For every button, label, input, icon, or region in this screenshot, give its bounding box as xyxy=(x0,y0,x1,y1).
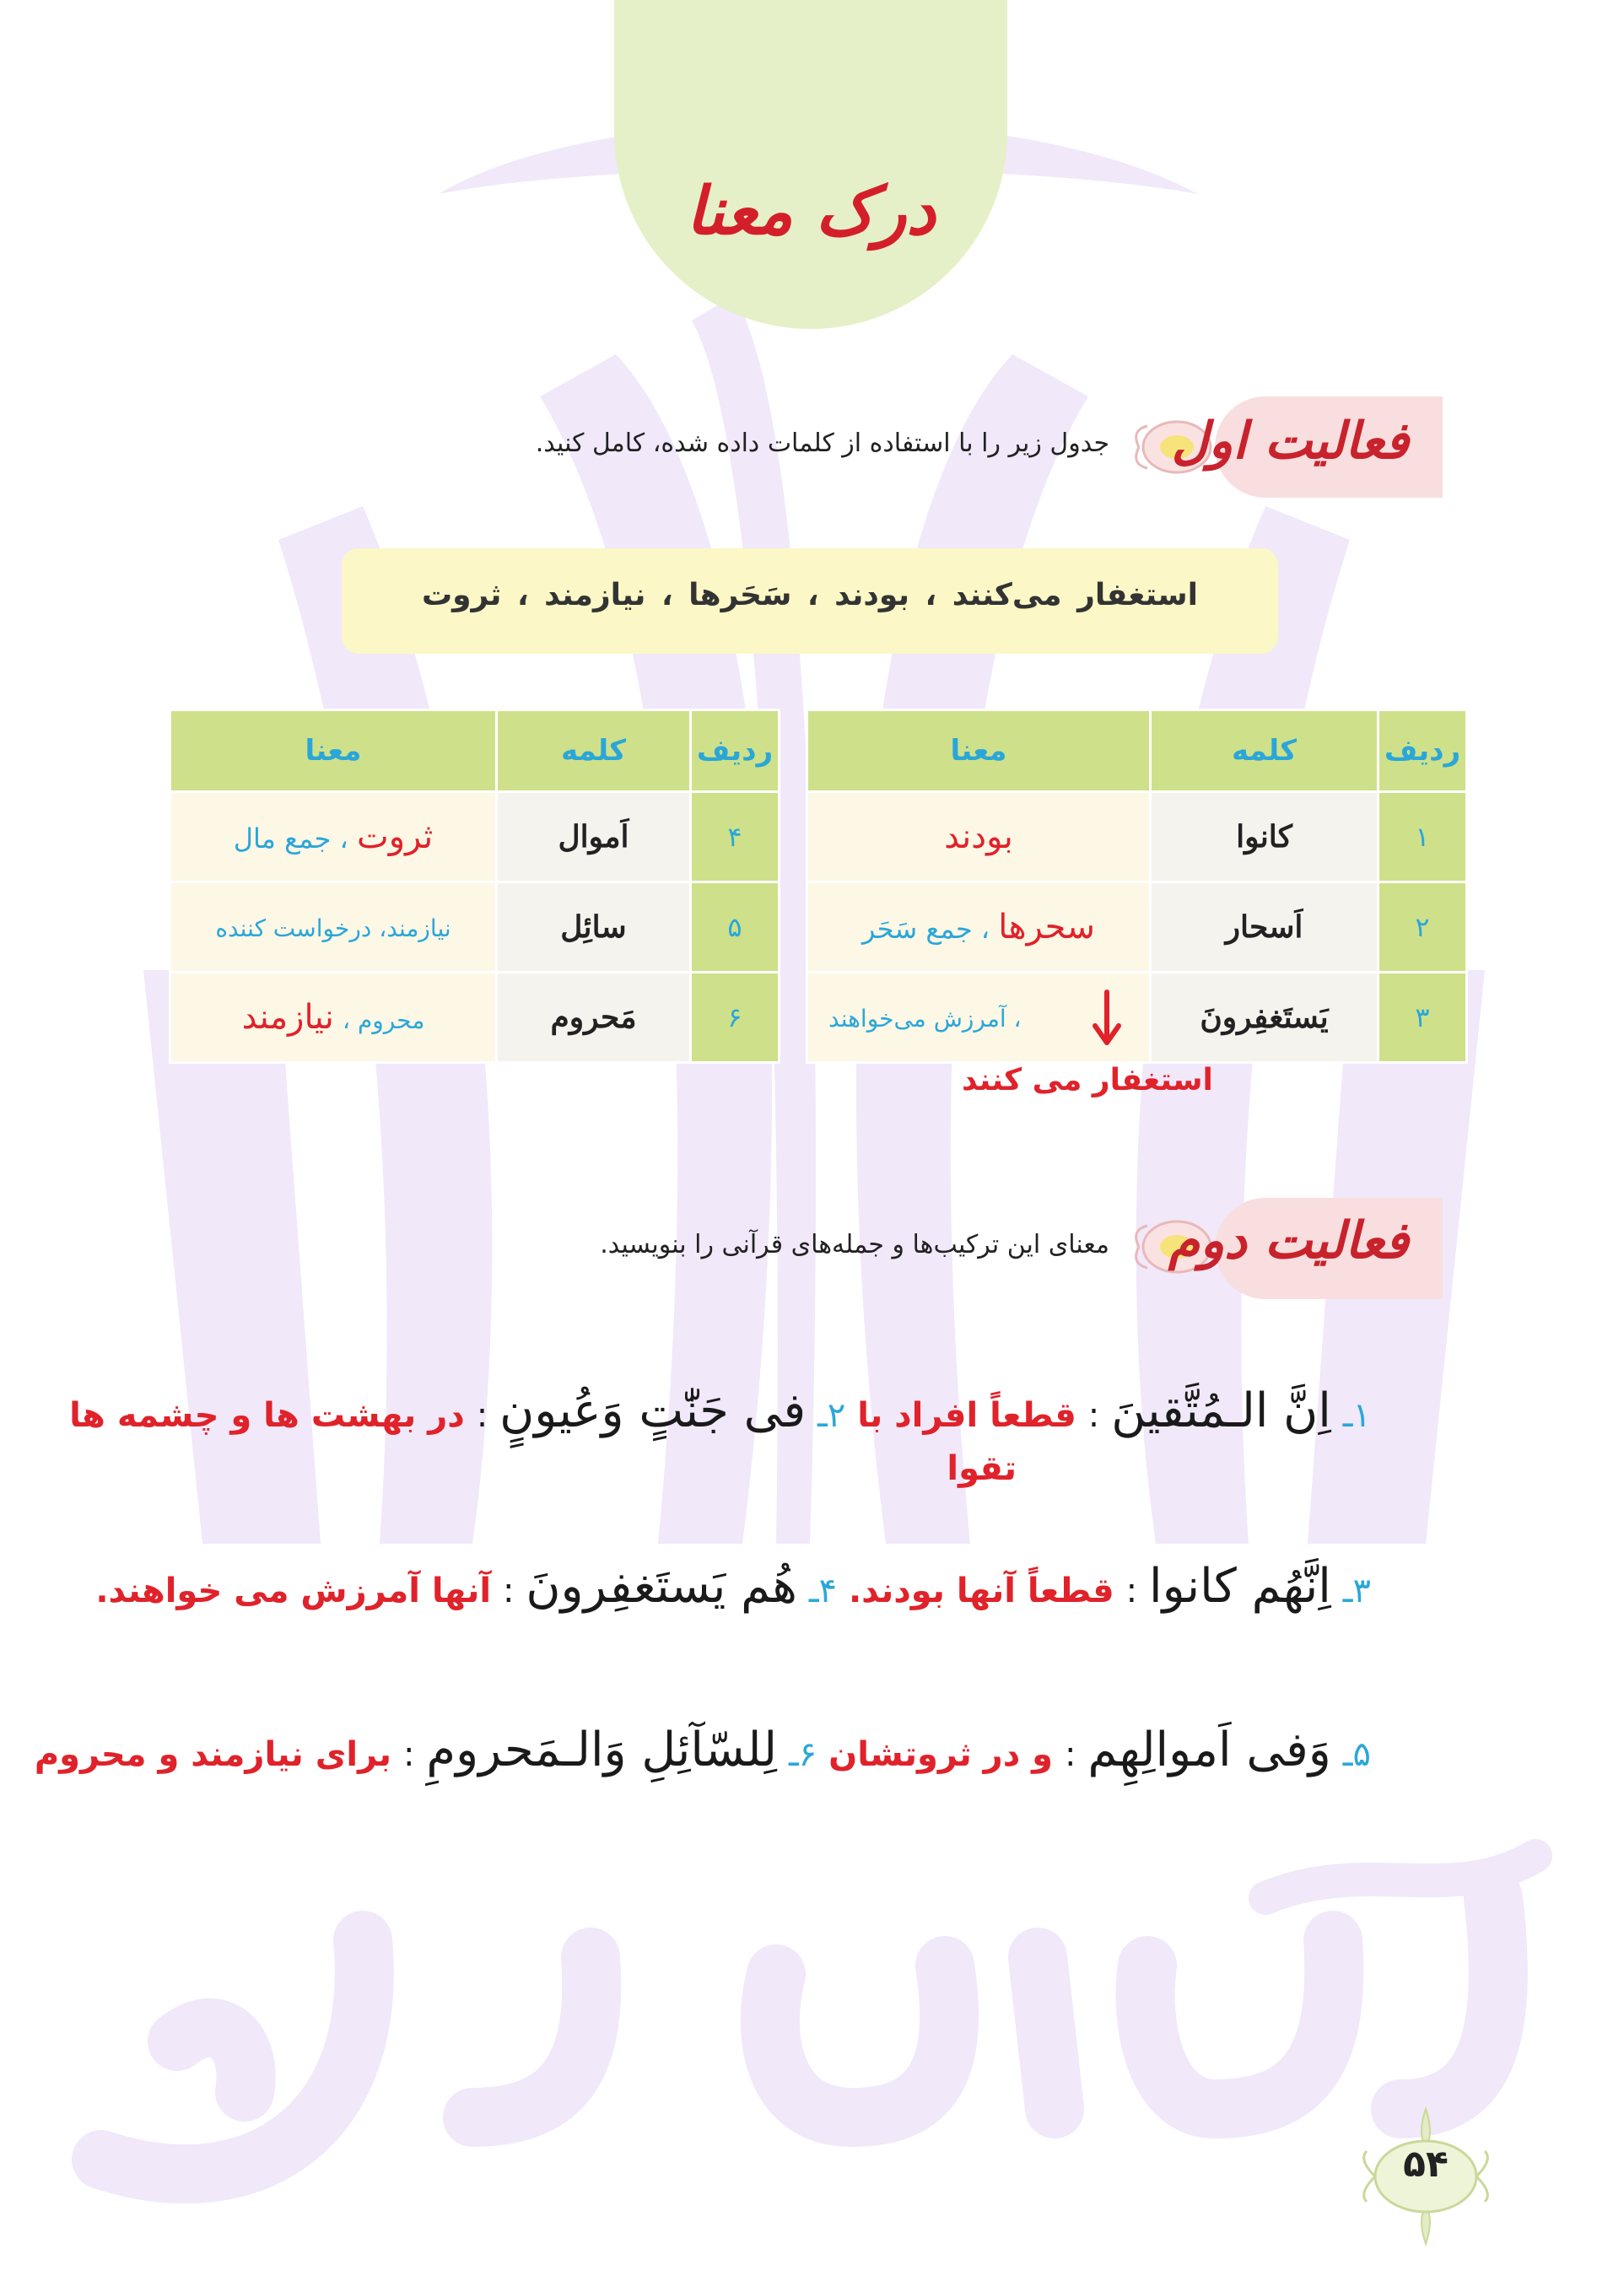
row-word: اَسحار xyxy=(1151,882,1379,973)
quran-phrase: وَفی اَموالِهِم xyxy=(1087,1723,1331,1777)
quran-phrase: فی جَنّٰتٍ وَعُیونٍ xyxy=(499,1383,807,1438)
row-meaning xyxy=(807,882,1151,973)
quran-phrase: اِنَّهُم کانوا xyxy=(1149,1559,1331,1614)
arrow-note: استغفار می کنند xyxy=(962,1063,1213,1097)
meaning-answer: بودند xyxy=(944,817,1013,856)
meaning-given: ، آمرزش می‌خواهند xyxy=(828,1005,1022,1033)
quran-phrase: هُم یَستَغفِرونَ xyxy=(526,1559,797,1614)
answer-text: برای نیازمند و محروم xyxy=(34,1735,392,1774)
meaning-answer: سحرها xyxy=(998,908,1095,946)
activity2-title: فعالیت دوم xyxy=(1168,1211,1409,1270)
row-word: اَموال xyxy=(497,792,691,882)
vocab-table-left xyxy=(169,709,780,1064)
table-row xyxy=(807,973,1467,1063)
row-word: مَحروم xyxy=(497,973,691,1063)
answer-text: در بهشت ها و چشمه ها xyxy=(69,1396,465,1435)
question-line-1 xyxy=(69,1383,1371,1438)
row-meaning xyxy=(170,973,497,1063)
header-meaning: معنا xyxy=(170,710,497,792)
row-word: کانوا xyxy=(1151,792,1379,882)
item-number: ۴ـ xyxy=(808,1572,838,1610)
row-word: سائِل xyxy=(497,882,691,973)
table-row xyxy=(170,882,780,973)
activity1-title: فعالیت اول xyxy=(1171,412,1409,471)
answer-text: و در ثروتشان xyxy=(828,1735,1054,1774)
word-bank-text: استغفار می‌کنند ، بودند ، سَحَرها ، نیازمند ، ثروت xyxy=(421,578,1199,612)
table-row xyxy=(170,792,780,882)
answer-text: قطعاً افراد با xyxy=(857,1396,1076,1435)
row-number: ۴ xyxy=(691,792,780,882)
answer-continuation: تقوا xyxy=(947,1449,1017,1488)
meaning-given: نیازمند، درخواست کننده xyxy=(215,914,451,942)
vocab-table-right xyxy=(806,709,1468,1064)
page-number: ۵۴ xyxy=(1403,2143,1449,2186)
separator-colon: : xyxy=(402,1735,415,1774)
separator-colon: : xyxy=(476,1396,488,1435)
row-number: ۲ xyxy=(1379,882,1467,973)
separator-colon: : xyxy=(1087,1396,1100,1435)
item-number: ۵ـ xyxy=(1342,1735,1371,1774)
row-word: یَستَغفِرونَ xyxy=(1151,973,1379,1063)
row-number: ۶ xyxy=(691,973,780,1063)
question-line-3 xyxy=(35,1723,1371,1777)
meaning-given: ، جمع سَحَر xyxy=(862,913,990,945)
row-meaning xyxy=(170,792,497,882)
arrow-down-icon xyxy=(1090,989,1124,1048)
meaning-answer: ثروت xyxy=(357,817,434,856)
meaning-answer: نیازمند xyxy=(241,998,334,1037)
header-meaning: معنا xyxy=(807,710,1151,792)
row-meaning xyxy=(807,792,1151,882)
item-number: ۱ـ xyxy=(1342,1396,1371,1435)
header-row-number: ردیف xyxy=(1379,710,1467,792)
table-header-row xyxy=(170,710,780,792)
separator-colon: : xyxy=(1125,1572,1138,1610)
separator-colon: : xyxy=(503,1572,515,1610)
table-row xyxy=(807,792,1467,882)
separator-colon: : xyxy=(1064,1735,1076,1774)
activity2-instruction: معنای این ترکیب‌ها و جمله‌های قرآنی را بنویسید. xyxy=(600,1230,1109,1259)
header-word: کلمه xyxy=(1151,710,1379,792)
row-meaning xyxy=(170,882,497,973)
item-number: ۶ـ xyxy=(788,1735,817,1774)
item-number: ۲ـ xyxy=(817,1396,846,1435)
answer-text: آنها آمرزش می خواهند. xyxy=(95,1572,492,1610)
question-line-2 xyxy=(95,1559,1371,1614)
header-row-number: ردیف xyxy=(691,710,780,792)
row-number: ۳ xyxy=(1379,973,1467,1063)
meaning-given: ، جمع مال xyxy=(233,822,348,855)
table-row xyxy=(807,882,1467,973)
quran-phrase: لِلسّآئِلِ وَالـمَحرومِ xyxy=(426,1723,778,1777)
page-title: درک معنا xyxy=(685,173,936,250)
row-number: ۱ xyxy=(1379,792,1467,882)
header-word: کلمه xyxy=(497,710,691,792)
row-number: ۵ xyxy=(691,882,780,973)
meaning-given: محروم ، xyxy=(343,1006,425,1034)
quran-phrase: اِنَّ الـمُتَّقینَ xyxy=(1111,1383,1331,1438)
item-number: ۳ـ xyxy=(1342,1572,1371,1610)
activity1-instruction: جدول زیر را با استفاده از کلمات داده شده، کامل کنید. xyxy=(535,429,1109,458)
table-header-row xyxy=(807,710,1467,792)
table-row xyxy=(170,973,780,1063)
answer-text: قطعاً آنها بودند. xyxy=(848,1572,1114,1610)
